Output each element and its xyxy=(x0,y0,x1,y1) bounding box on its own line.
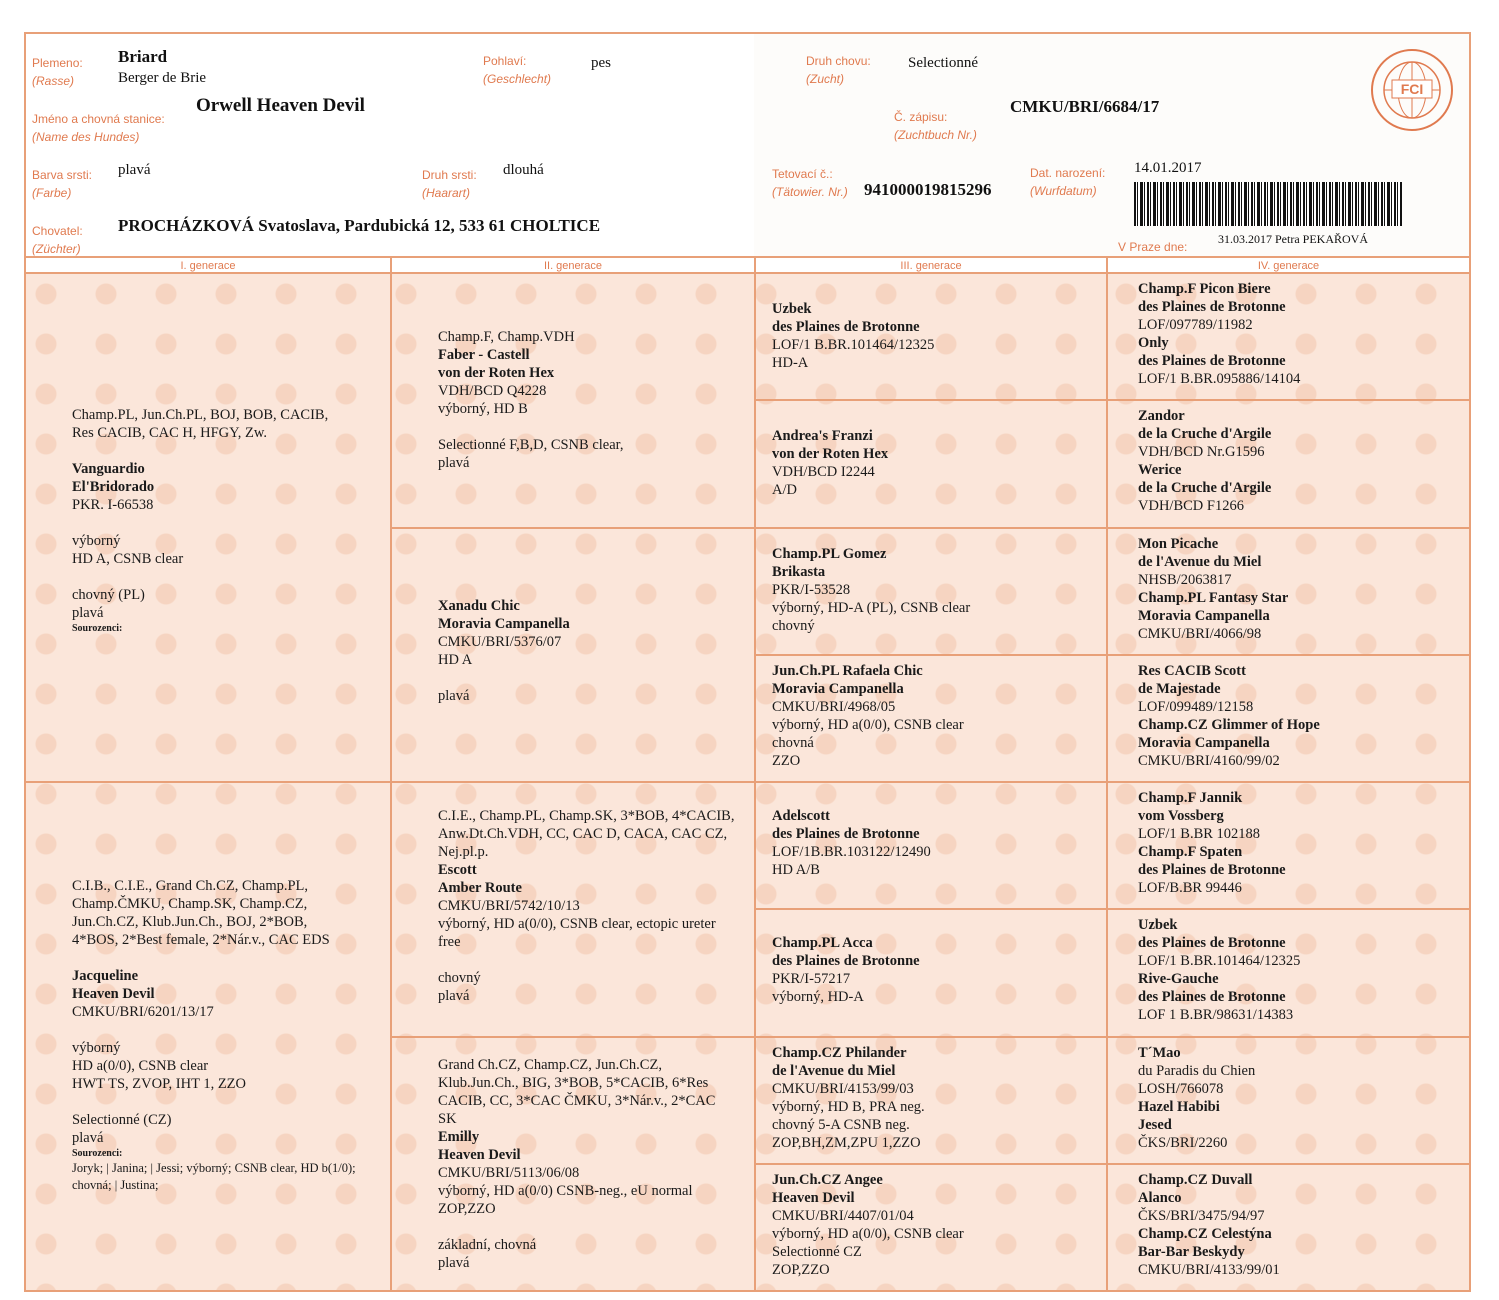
pedigree-line: Champ.CZ Celestýna xyxy=(1138,1225,1272,1242)
pedigree-line: Moravia Campanella xyxy=(438,615,570,632)
pedigree-line: Zandor xyxy=(1138,408,1185,425)
pedigree-line: Emilly xyxy=(438,1128,480,1145)
pedigree-line xyxy=(438,951,748,969)
pedigree-line: Heaven Devil xyxy=(72,986,155,1002)
great-grandparent-cell xyxy=(756,274,1108,401)
pedigree-line: HD A xyxy=(438,651,473,668)
pedigree-line xyxy=(72,568,384,586)
pedigree-line: de la Cruche d'Argile xyxy=(1138,480,1272,497)
great-grandparent-cell xyxy=(756,401,1108,528)
pedigree-line: vom Vossberg xyxy=(1138,808,1224,824)
great-grandparent-cell xyxy=(756,910,1108,1037)
pedigree-line: Hazel Habibi xyxy=(1138,1098,1220,1115)
dam-cell xyxy=(26,783,392,1292)
pedigree-line: Jesed xyxy=(1138,1116,1172,1133)
pedigree-line: CMKU/BRI/4133/99/01 xyxy=(1138,1261,1280,1278)
druh-srsti-label: Druh srsti: (Haarart) xyxy=(422,168,477,200)
pedigree-line: HD a(0/0), CSNB clear xyxy=(72,1058,209,1074)
issue-date-signature: 31.03.2017 Petra PEKAŘOVÁ xyxy=(1218,232,1368,246)
pedigree-line: Faber - Castell xyxy=(438,347,530,363)
pedigree-line: Champ.CZ Duvall xyxy=(1138,1171,1253,1188)
great-great-grandparent-cell xyxy=(1108,783,1469,910)
pedigree-line: plavá xyxy=(72,605,104,621)
pedigree-line: Champ.CZ Glimmer of Hope xyxy=(1138,716,1320,733)
pedigree-line: Res CACIB Scott xyxy=(1138,662,1246,679)
gen-3-header: III. generace xyxy=(756,258,1108,274)
pedigree-line: ZOP,ZZO xyxy=(772,1261,830,1278)
pedigree-line: výborný, HD B, PRA neg. xyxy=(772,1098,925,1115)
pedigree-line: CMKU/BRI/4968/05 xyxy=(772,698,896,715)
pedigree-line: CMKU/BRI/5376/07 xyxy=(438,633,562,650)
registration-number: CMKU/BRI/6684/17 xyxy=(1010,97,1160,116)
pedigree-line: Nej.pl.p. xyxy=(438,844,489,860)
pedigree-line: PKR. I-66538 xyxy=(72,497,154,513)
pedigree-line: Heaven Devil xyxy=(438,1146,521,1163)
pedigree-line: SK xyxy=(438,1110,457,1127)
jmeno-label: Jméno a chovná stanice: (Name des Hundes) xyxy=(32,112,165,144)
generation-header-row xyxy=(26,256,1469,274)
pedigree-line: du Paradis du Chien xyxy=(1138,1062,1256,1079)
pedigree-line: Alanco xyxy=(1138,1189,1182,1206)
pedigree-line: CMKU/BRI/4160/99/02 xyxy=(1138,752,1280,769)
tattoo-number: 941000019815296 xyxy=(864,180,992,199)
great-great-grandparent-cell xyxy=(1108,910,1469,1037)
pedigree-line: Amber Route xyxy=(438,880,522,896)
tetovaci-label: Tetovací č.: (Tätowier. Nr.) xyxy=(772,167,848,199)
pedigree-line: ZOP,BH,ZM,ZPU 1,ZZO xyxy=(772,1134,921,1151)
pedigree-line: Only xyxy=(1138,335,1169,351)
pedigree-line: chovný xyxy=(438,970,481,986)
pedigree-line: von der Roten Hex xyxy=(438,365,555,381)
pedigree-line xyxy=(72,514,384,532)
pedigree-line: Mon Picache xyxy=(1138,535,1219,552)
pedigree-line: Champ.CZ Philander xyxy=(772,1044,907,1061)
pedigree-line: C.I.B., C.I.E., Grand Ch.CZ, Champ.PL, xyxy=(72,878,309,894)
plemeno-label: Plemeno: (Rasse) xyxy=(32,56,83,88)
pedigree-line: Champ.F Jannik xyxy=(1138,790,1243,806)
pedigree-line: Xanadu Chic xyxy=(438,597,520,614)
pedigree-line: Bar-Bar Beskydy xyxy=(1138,1243,1245,1260)
pedigree-line: výborný, HD a(0/0), CSNB clear, ectopic ureter xyxy=(438,916,716,932)
pedigree-line: A/D xyxy=(772,482,797,499)
pedigree-line: Klub.Jun.Ch., BIG, 3*BOB, 5*CACIB, 6*Res xyxy=(438,1074,709,1091)
pedigree-line: výborný, HD a(0/0), CSNB clear xyxy=(772,716,964,733)
grandparent-cell xyxy=(392,1038,756,1293)
pedigree-line: plavá xyxy=(72,1130,104,1146)
pedigree-line: chovná xyxy=(772,734,814,751)
chovatel-label: Chovatel: (Züchter) xyxy=(32,224,83,256)
pedigree-line: plavá xyxy=(438,988,470,1004)
great-grandparent-cell xyxy=(756,529,1108,656)
pedigree-line: ZOP,ZZO xyxy=(438,1200,496,1217)
pedigree-line: LOF/B.BR 99446 xyxy=(1138,880,1242,896)
pedigree-line: des Plaines de Brotonne xyxy=(772,826,920,842)
pedigree-line: Rive-Gauche xyxy=(1138,971,1219,988)
sire-cell xyxy=(26,274,392,783)
pedigree-line: výborný, HD B xyxy=(438,401,528,417)
narozeni-label: Dat. narození: (Wurfdatum) xyxy=(1030,166,1106,198)
pedigree-line: Selectionné CZ xyxy=(772,1243,862,1260)
pedigree-line: des Plaines de Brotonne xyxy=(772,319,920,335)
pedigree-line: HD A/B xyxy=(772,862,820,878)
pedigree-line: výborný, HD-A (PL), CSNB clear xyxy=(772,599,971,616)
great-grandparent-cell xyxy=(756,656,1108,783)
pedigree-line: Adelscott xyxy=(772,808,830,824)
pedigree-line: des Plaines de Brotonne xyxy=(1138,353,1286,369)
barva-label: Barva srsti: (Farbe) xyxy=(32,168,93,200)
great-great-grandparent-cell xyxy=(1108,1038,1469,1165)
grandparent-cell xyxy=(392,783,756,1038)
grandparent-cell xyxy=(392,274,756,529)
coat-color-value: plavá xyxy=(118,162,151,178)
pedigree-line: Sourozenci: xyxy=(72,1148,123,1159)
pedigree-line: HD A, CSNB clear xyxy=(72,551,184,567)
barcode xyxy=(1134,182,1402,226)
pedigree-line: C.I.E., Champ.PL, Champ.SK, 3*BOB, 4*CACIB, xyxy=(438,808,735,824)
pedigree-line: LOF/097789/11982 xyxy=(1138,317,1253,333)
pedigree-line: chovný 5-A CSNB neg. xyxy=(772,1116,910,1133)
breeding-type-value: Selectionné xyxy=(908,55,978,71)
breed-name: Briard xyxy=(118,47,168,66)
pedigree-line: HWT TS, ZVOP, IHT 1, ZZO xyxy=(72,1076,246,1092)
pedigree-line: NHSB/2063817 xyxy=(1138,571,1232,588)
pedigree-line: Uzbek xyxy=(1138,917,1178,934)
birth-date: 14.01.2017 xyxy=(1134,160,1202,176)
pedigree-line: de Majestade xyxy=(1138,680,1221,697)
document-header xyxy=(26,34,1469,256)
druh-chovu-label: Druh chovu: (Zucht) xyxy=(806,54,871,86)
pohlavi-label: Pohlaví: (Geschlecht) xyxy=(483,54,552,86)
pedigree-line: výborný, HD a(0/0) CSNB-neg., eU normal xyxy=(438,1182,693,1199)
pedigree-line: LOF/1 B.BR 102188 xyxy=(1138,826,1261,842)
pedigree-line: ZZO xyxy=(772,752,801,769)
pedigree-line: CMKU/BRI/5742/10/13 xyxy=(438,898,580,914)
pedigree-line: PKR/I-53528 xyxy=(772,581,851,598)
coat-type-value: dlouhá xyxy=(503,162,544,178)
pedigree-line: Champ.F Spaten xyxy=(1138,844,1243,860)
pedigree-line: Champ.PL Gomez xyxy=(772,545,887,562)
gen-1-header: I. generace xyxy=(26,258,392,274)
dog-name: Orwell Heaven Devil xyxy=(196,95,365,116)
pedigree-line: Jun.Ch.PL Rafaela Chic xyxy=(772,662,923,679)
pedigree-line: CMKU/BRI/6201/13/17 xyxy=(72,1004,214,1020)
pedigree-line: free xyxy=(438,934,461,950)
pedigree-line: Res CACIB, CAC H, HFGY, Zw. xyxy=(72,425,267,441)
pedigree-line: Vanguardio xyxy=(72,461,145,477)
pedigree-line xyxy=(438,1218,748,1236)
grandparent-cell xyxy=(392,529,756,784)
pedigree-line: des Plaines de Brotonne xyxy=(1138,935,1286,952)
pedigree-line xyxy=(72,949,384,967)
pedigree-line: CACIB, CC, 3*CAC ČMKU, 3*Nár.v., 2*CAC xyxy=(438,1092,716,1109)
pedigree-table xyxy=(26,274,1469,1292)
pedigree-line: HD-A xyxy=(772,355,809,371)
pedigree-line: základní, chovná xyxy=(438,1236,537,1253)
pedigree-line: von der Roten Hex xyxy=(772,446,889,463)
gen-2-header: II. generace xyxy=(392,258,756,274)
pedigree-line: Champ.PL Acca xyxy=(772,935,873,952)
great-great-grandparent-cell xyxy=(1108,1165,1469,1292)
pedigree-line: Grand Ch.CZ, Champ.CZ, Jun.Ch.CZ, xyxy=(438,1056,662,1073)
great-great-grandparent-cell xyxy=(1108,656,1469,783)
pedigree-line: plavá xyxy=(438,1254,470,1271)
svg-text:FCI: FCI xyxy=(1400,81,1424,97)
pedigree-line: LOF/1 B.BR.101464/12325 xyxy=(772,337,935,353)
pedigree-line: Andrea's Franzi xyxy=(772,428,873,445)
pedigree-line: Selectionné (CZ) xyxy=(72,1112,172,1128)
pedigree-line: des Plaines de Brotonne xyxy=(1138,299,1286,315)
pedigree-line xyxy=(72,1093,384,1111)
pedigree-line: 4*BOS, 2*Best female, 2*Nár.v., CAC EDS xyxy=(72,932,330,948)
pedigree-line: T´Mao xyxy=(1138,1044,1181,1061)
gen-4-header: IV. generace xyxy=(1257,260,1320,272)
pedigree-line xyxy=(438,669,748,687)
pedigree-line: PKR/I-57217 xyxy=(772,971,851,988)
pedigree-line xyxy=(438,418,748,436)
pedigree-line: CMKU/BRI/4407/01/04 xyxy=(772,1207,914,1224)
pedigree-line: de la Cruche d'Argile xyxy=(1138,426,1272,443)
pedigree-line: Champ.ČMKU, Champ.SK, Champ.CZ, xyxy=(72,896,308,912)
breeder-value: PROCHÁZKOVÁ Svatoslava, Pardubická 12, 533 61 CHOLTICE xyxy=(118,216,601,235)
pedigree-line: VDH/BCD Q4228 xyxy=(438,383,547,399)
pedigree-line: Jun.Ch.CZ Angee xyxy=(772,1171,883,1188)
pedigree-line: LOSH/766078 xyxy=(1138,1080,1224,1097)
pedigree-line: Champ.F, Champ.VDH xyxy=(438,329,575,345)
pedigree-line: Werice xyxy=(1138,462,1182,479)
pedigree-line: plavá xyxy=(438,455,470,471)
sex-value: pes xyxy=(591,55,611,71)
zapis-label: Č. zápisu: (Zuchtbuch Nr.) xyxy=(894,110,977,142)
pedigree-line: El'Bridorado xyxy=(72,479,155,495)
pedigree-line: LOF 1 B.BR/98631/14383 xyxy=(1138,1007,1294,1024)
great-great-grandparent-cell xyxy=(1108,274,1469,401)
pedigree-line: ČKS/BRI/2260 xyxy=(1138,1134,1228,1151)
pedigree-line: Escott xyxy=(438,862,477,878)
pedigree-line: Selectionné F,B,D, CSNB clear, xyxy=(438,437,624,453)
pedigree-line: Sourozenci: xyxy=(72,623,123,634)
great-grandparent-cell xyxy=(756,1165,1108,1292)
pedigree-line: CMKU/BRI/4153/99/03 xyxy=(772,1080,914,1097)
praze-label: V Praze dne: xyxy=(1118,240,1188,254)
pedigree-line: de l'Avenue du Miel xyxy=(772,1062,896,1079)
pedigree-line: Jacqueline xyxy=(72,968,139,984)
pedigree-line: CMKU/BRI/4066/98 xyxy=(1138,625,1262,642)
pedigree-line: LOF/1B.BR.103122/12490 xyxy=(772,844,931,860)
pedigree-line: LOF/1 B.BR.101464/12325 xyxy=(1138,953,1301,970)
pedigree-line: VDH/BCD I2244 xyxy=(772,464,875,481)
pedigree-line: Anw.Dt.Ch.VDH, CC, CAC D, CACA, CAC CZ, xyxy=(438,826,728,842)
pedigree-line: výborný, HD a(0/0), CSNB clear xyxy=(772,1225,964,1242)
pedigree-line: LOF/1 B.BR.095886/14104 xyxy=(1138,371,1301,387)
pedigree-line: VDH/BCD Nr.G1596 xyxy=(1138,444,1265,461)
pedigree-line: výborný xyxy=(72,533,121,549)
pedigree-line: chovný (PL) xyxy=(72,587,145,603)
pedigree-line: Champ.F Picon Biere xyxy=(1138,281,1271,297)
pedigree-line: Champ.PL Fantasy Star xyxy=(1138,589,1289,606)
pedigree-line: Jun.Ch.CZ, Klub.Jun.Ch., BOJ, 2*BOB, xyxy=(72,914,308,930)
pedigree-line: výborný, HD-A xyxy=(772,989,864,1006)
pedigree-line: Heaven Devil xyxy=(772,1189,855,1206)
pedigree-document xyxy=(24,32,1471,1292)
pedigree-line: des Plaines de Brotonne xyxy=(772,953,920,970)
great-great-grandparent-cell xyxy=(1108,401,1469,528)
pedigree-line: chovný xyxy=(772,617,815,634)
pedigree-line: CMKU/BRI/5113/06/08 xyxy=(438,1164,580,1181)
pedigree-line: Moravia Campanella xyxy=(1138,734,1270,751)
great-grandparent-cell xyxy=(756,1038,1108,1165)
pedigree-line: VDH/BCD F1266 xyxy=(1138,498,1244,515)
pedigree-line: plavá xyxy=(438,687,470,704)
pedigree-line: ČKS/BRI/3475/94/97 xyxy=(1138,1207,1265,1224)
pedigree-line: Moravia Campanella xyxy=(772,680,904,697)
pedigree-line: des Plaines de Brotonne xyxy=(1138,989,1286,1006)
pedigree-line xyxy=(72,442,384,460)
pedigree-line: Uzbek xyxy=(772,301,812,317)
pedigree-line: LOF/099489/12158 xyxy=(1138,698,1254,715)
pedigree-line: Brikasta xyxy=(772,563,826,580)
pedigree-line: des Plaines de Brotonne xyxy=(1138,862,1286,878)
breed-name-french: Berger de Brie xyxy=(118,70,207,86)
pedigree-line: Champ.PL, Jun.Ch.PL, BOJ, BOB, CACIB, xyxy=(72,407,329,423)
pedigree-line: výborný xyxy=(72,1040,121,1056)
pedigree-line xyxy=(72,1021,384,1039)
fci-logo xyxy=(1370,48,1454,132)
great-great-grandparent-cell xyxy=(1108,529,1469,656)
great-grandparent-cell xyxy=(756,783,1108,910)
pedigree-line: de l'Avenue du Miel xyxy=(1138,553,1262,570)
pedigree-line: Joryk; | Janina; | Jessi; výborný; CSNB clear, HD b(1/0); chovná; | Justina; xyxy=(72,1161,356,1192)
pedigree-line: Moravia Campanella xyxy=(1138,607,1270,624)
